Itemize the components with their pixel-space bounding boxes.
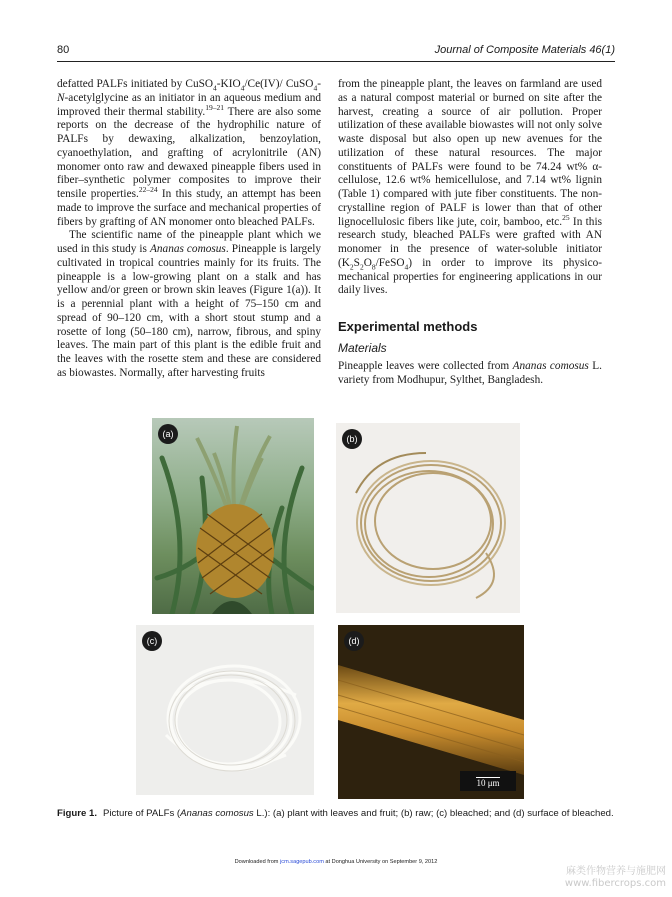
paragraph: defatted PALFs initiated by $CuSO_4-KIO_4/Ce(IV)/$ CuSO$_4$-N-acetylglycine as an initiator in an aqueous medium and improved their thermal stability.$^{19-21}$ There are also some reports on the decrease of the hydrophilic nature of PALFs by dewaxing, alkalization, benzoylation, cyanoethylation, and grafting of acrylonitrile (AN) monomer onto raw and dewaxed pineapple fibers used in fiber–synthetic polymer composites to improve their tensile properties.$^{22-24}$ In this study, an attempt has been made to improve the surface and mechanical properties of fibers by grafting of AN monomer onto bleached PALFs.: [57, 78, 322, 228]
figure-caption: Figure 1. Picture of PALFs (Ananas comosus L.): (a) plant with leaves and fruit; (b) raw; (c) bleached; and (d) surface of bleached.: [57, 808, 614, 819]
raw-fiber-image: [336, 423, 520, 613]
section-heading: Experimental methods: [338, 319, 478, 334]
left-column: [57, 78, 321, 381]
materials-paragraph: Pineapple leaves were collected from Ananas comosus L. variety from Modhupur, Sylthet, Bangladesh.: [338, 360, 602, 386]
pineapple-plant-image: [152, 418, 314, 614]
figure-panel-a: [152, 418, 314, 614]
scale-bar: 10 μm: [460, 771, 516, 791]
citation[interactable]: 25: [562, 212, 570, 222]
watermark: 麻类作物营养与施肥网 www.fibercrops.com: [564, 866, 666, 889]
download-footer: Downloaded from jcm.sagepub.com at Donghua University on September 9, 2012: [234, 859, 438, 865]
bleached-fiber-image: [136, 625, 314, 795]
panel-label-d: (d): [344, 631, 364, 651]
figure-panel-d: [338, 625, 524, 799]
subsection-heading: Materials: [338, 341, 387, 355]
right-column: [338, 78, 602, 298]
panel-label-c: (c): [142, 631, 162, 651]
figure-panel-c: [136, 625, 314, 795]
paragraph: from the pineapple plant, the leaves on farmland are used as a natural compost material or burned on site after the harvest, creating a source of air pollution. Proper utilization of these available biowastes will not only solve waste disposal but also open up new avenues for the utilization of these natural resources. The major constituents of PALFs were found to be 74.24 wt% α-cellulose, 12.6 wt% hemicellulose, and 7.14 wt% lignin (Table 1) compared with jute fiber constituents. The non-crystalline region of PALF is lower than that of other lignocellulosic fibers like jute, coir, bamboo, etc.$^{25}$ In this research study, bleached PALFs were grafted with AN monomer in the presence of water-soluble initiator $(K_2S_2O_8/FeSO_4)$ in order to improve its physico-mechanical properties for engineering applications in our daily lives.: [338, 78, 602, 297]
page-number: 80: [57, 44, 70, 56]
footer-link[interactable]: jcm.sagepub.com: [280, 859, 324, 865]
panel-label-a: (a): [158, 424, 178, 444]
panel-label-b: (b): [342, 429, 362, 449]
header-rule: [57, 61, 615, 62]
caption-label: Figure 1.: [57, 808, 97, 819]
running-header: [57, 44, 615, 62]
citation[interactable]: 19–21: [205, 102, 225, 112]
journal-title: Journal of Composite Materials 46(1): [434, 44, 615, 56]
figure-panel-b: [336, 423, 520, 613]
citation[interactable]: 22–24: [138, 185, 158, 195]
paragraph: The scientific name of the pineapple plant which we used in this study is Ananas comosus. Pineapple is largely cultivated in tropical countries mainly for its fruits. The pineapple is a low-growing plant on a stalk and has yellow and/or green or brown skin leaves (Figure 1(a)). It is a perennial plant with a height of 75–150 cm and spread of 90–120 cm, with a short stout stump and a rosette of long (50–180 cm), narrow, fibrous, and spiny leaves. The main part of this plant is the edible fruit and the leaves with the rosette stem and these are considered as biowastes. Normally, after harvesting fruits: [57, 229, 322, 379]
